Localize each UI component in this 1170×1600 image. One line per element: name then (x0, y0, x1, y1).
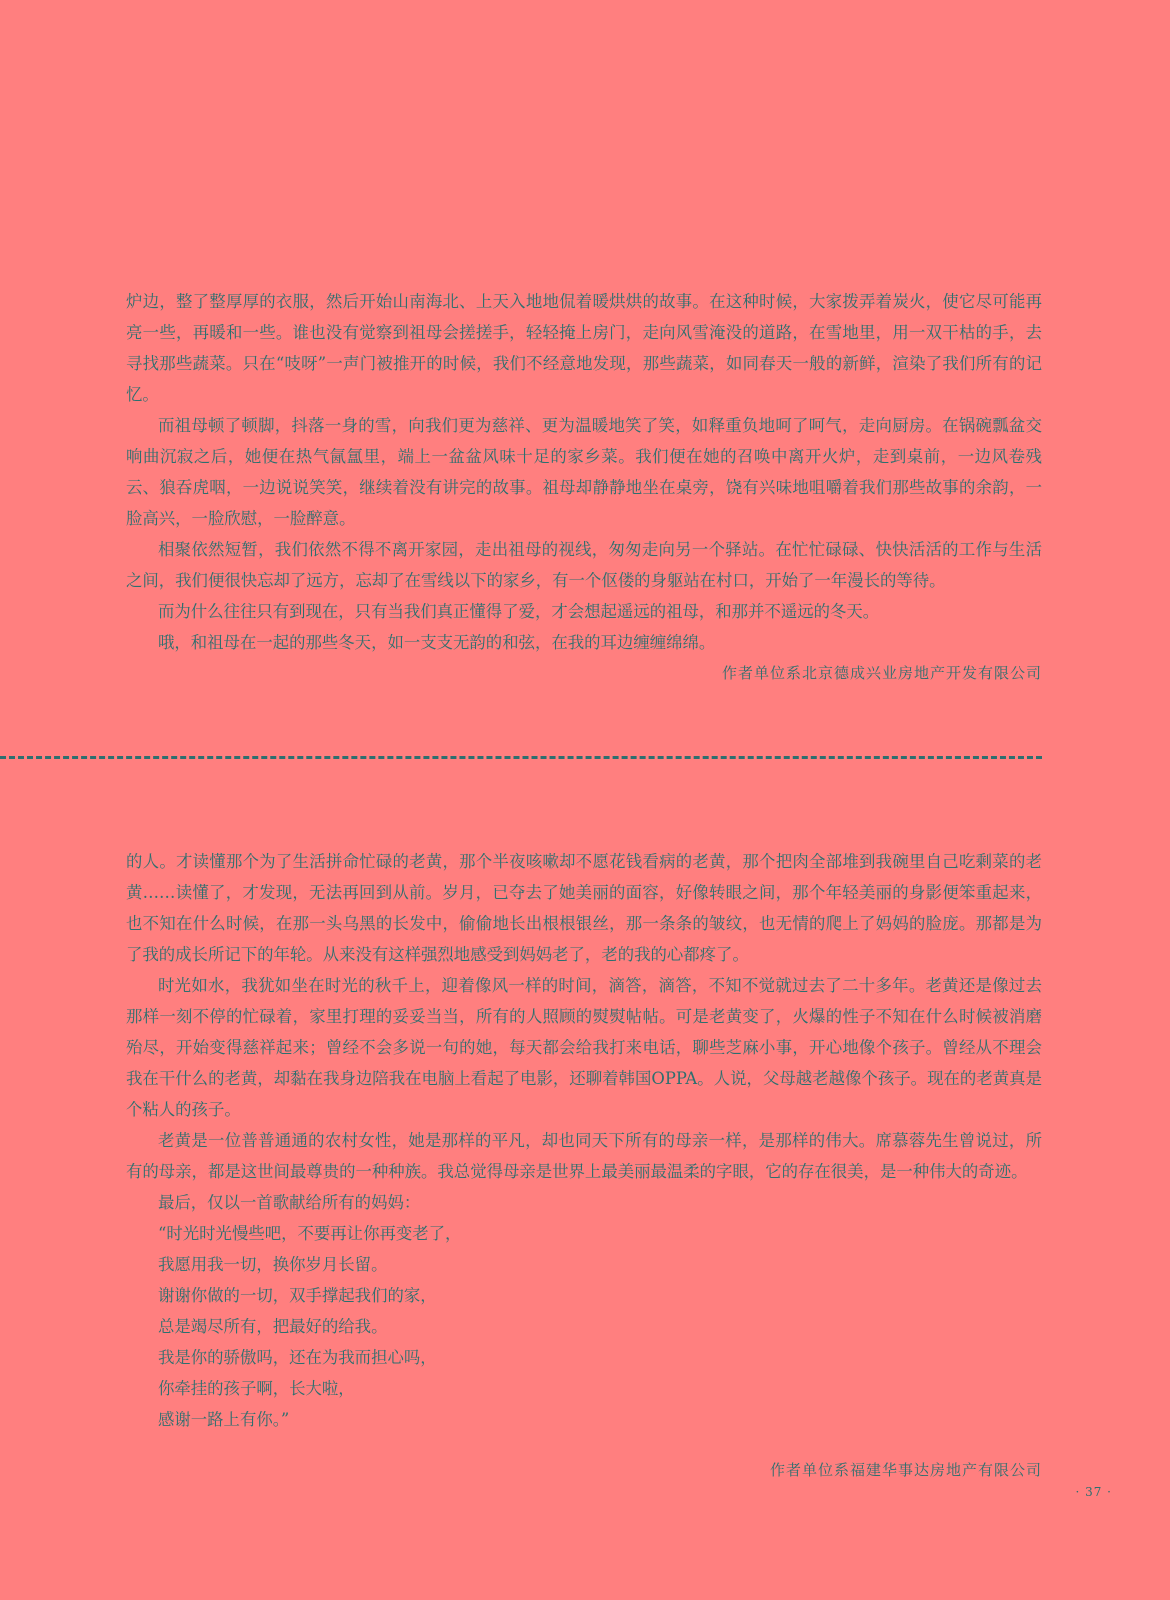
page-number: · 37 · (1075, 1485, 1112, 1499)
paragraph: 的人。才读懂那个为了生活拼命忙碌的老黄，那个半夜咳嗽却不愿花钱看病的老黄，那个把肉全部堆到我碗里自己吃剩菜的老黄……读懂了，才发现，无法再回到从前。岁月，已夺去了她美丽的面容，好像转眼之间，那个年轻美丽的身影便笨重起来，也不知在什么时候，在那一头乌黑的长发中，偷偷地长出根根银丝，那一条条的皱纹，也无情的爬上了妈妈的脸庞。那都是为了我的成长所记下的年轮。从来没有这样强烈地感受到妈妈老了，老的我的心都疼了。 (126, 852, 1042, 964)
song-lyrics (126, 1218, 1042, 1435)
author-affiliation: 作者单位系福建华事达房地产有限公司 (769, 1461, 1042, 1479)
lyric-line: 你牵挂的孩子啊，长大啦， (158, 1379, 355, 1398)
lyric-line: 我愿用我一切，换你岁月长留。 (158, 1255, 388, 1274)
paragraph: 炉边，整了整厚厚的衣服，然后开始山南海北、上天入地地侃着暖烘烘的故事。在这种时候，大家拨弄着炭火，使它尽可能再亮一些，再暖和一些。谁也没有觉察到祖母会搓搓手，轻轻掩上房门，走向风雪淹没的道路，在雪地里，用一双干枯的手，去寻找那些蔬菜。只在“吱呀”一声门被推开的时候，我们不经意地发现，那些蔬菜，如同春天一般的新鲜，渲染了我们所有的记忆。 (126, 292, 1042, 404)
lyric-line: 感谢一路上有你。” (158, 1410, 290, 1429)
lyric-line: 谢谢你做的一切，双手撑起我们的家， (158, 1286, 437, 1305)
article-2-continuation (126, 846, 1042, 1486)
lyric-line: 我是你的骄傲吗，还在为我而担心吗， (158, 1348, 437, 1367)
section-divider (0, 756, 1042, 759)
paragraph: 相聚依然短暂，我们依然不得不离开家园，走出祖母的视线，匆匆走向另一个驿站。在忙忙碌碌、快快活活的工作与生活之间，我们便很快忘却了远方，忘却了在雪线以下的家乡，有一个伛偻的身躯站在村口，开始了一年漫长的等待。 (126, 540, 1042, 590)
article-1-continuation (126, 286, 1042, 689)
paragraph: 老黄是一位普普通通的农村女性，她是那样的平凡，却也同天下所有的母亲一样，是那样的伟大。席慕蓉先生曾说过，所有的母亲，都是这世间最尊贵的一种种族。我总觉得母亲是世界上最美丽最温柔的字眼，它的存在很美，是一种伟大的奇迹。 (126, 1131, 1042, 1181)
paragraph: 哦，和祖母在一起的那些冬天，如一支支无韵的和弦，在我的耳边缠缠绵绵。 (158, 633, 716, 652)
paragraph: 而祖母顿了顿脚，抖落一身的雪，向我们更为慈祥、更为温暖地笑了笑，如释重负地呵了呵气，走向厨房。在锅碗瓢盆交响曲沉寂之后，她便在热气氤氲里，端上一盆盆风味十足的家乡菜。我们便在她的召唤中离开火炉，走到桌前，一边风卷残云、狼吞虎咽，一边说说笑笑，继续着没有讲完的故事。祖母却静静地坐在桌旁，饶有兴味地咀嚼着我们那些故事的余韵，一脸高兴，一脸欣慰，一脸醉意。 (126, 416, 1042, 528)
paragraph: 最后，仅以一首歌献给所有的妈妈： (158, 1193, 421, 1212)
paragraph: 而为什么往往只有到现在，只有当我们真正懂得了爱，才会想起遥远的祖母，和那并不遥远的冬天。 (158, 602, 880, 621)
author-affiliation: 作者单位系北京德成兴业房地产开发有限公司 (721, 664, 1042, 682)
lyric-line: 总是竭尽所有，把最好的给我。 (158, 1317, 388, 1336)
paragraph: 时光如水，我犹如坐在时光的秋千上，迎着像风一样的时间，滴答，滴答，不知不觉就过去了二十多年。老黄还是像过去那样一刻不停的忙碌着，家里打理的妥妥当当，所有的人照顾的熨熨帖帖。可是老黄变了，火爆的性子不知在什么时候被消磨殆尽，开始变得慈祥起来；曾经不会多说一句的她，每天都会给我打来电话，聊些芝麻小事，开心地像个孩子。曾经从不理会我在干什么的老黄，却黏在我身边陪我在电脑上看起了电影，还聊着韩国OPPA。人说，父母越老越像个孩子。现在的老黄真是个粘人的孩子。 (126, 976, 1042, 1119)
lyric-line: “时光时光慢些吧，不要再让你再变老了， (158, 1224, 462, 1243)
